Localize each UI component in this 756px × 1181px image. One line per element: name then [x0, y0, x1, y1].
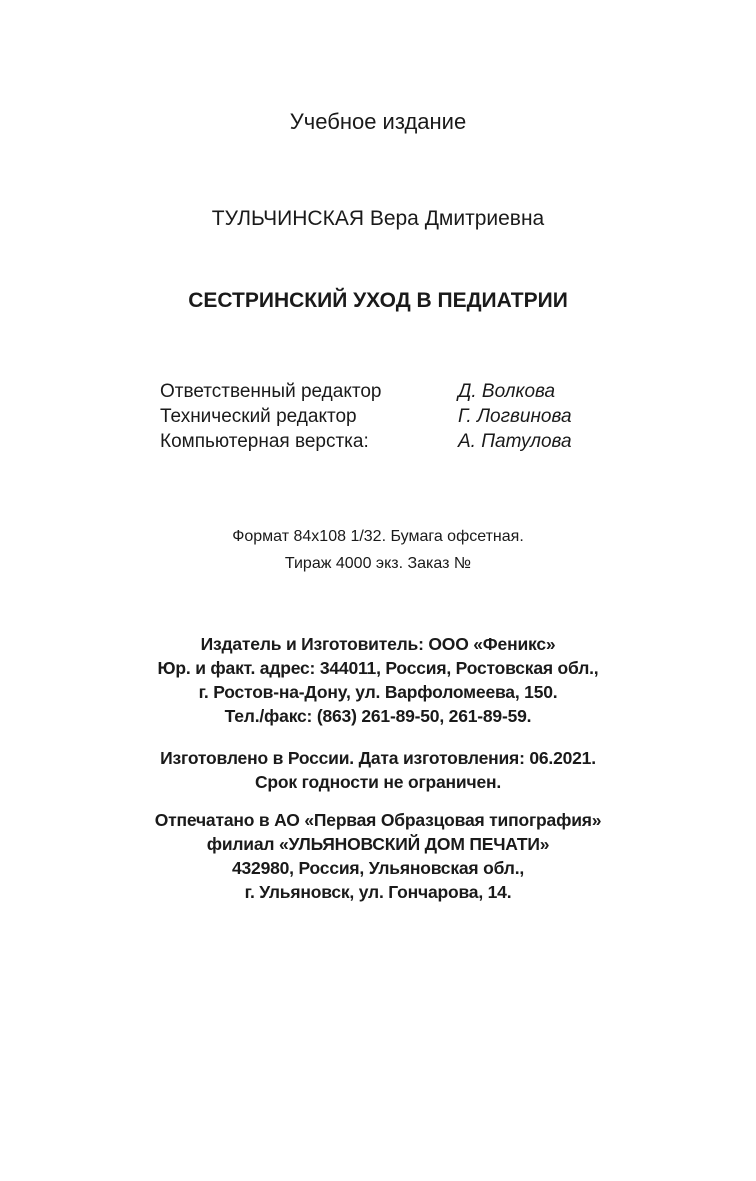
format-line: Формат 84х108 1/32. Бумага офсетная.: [232, 528, 524, 545]
manufacture-date-line: Изготовлено в России. Дата изготовления: 06.2021.: [160, 748, 596, 768]
credits-block: [160, 379, 620, 454]
printer-address-line: 432980, Россия, Ульяновская обл.,: [231, 858, 525, 878]
edition-type: Учебное издание: [289, 109, 467, 134]
credit-name: Г. Логвинова: [458, 406, 572, 427]
book-title: СЕСТРИНСКИЙ УХОД В ПЕДИАТРИИ: [188, 289, 568, 312]
publisher-phone-line: Тел./факс: (863) 261-89-50, 261-89-59.: [224, 706, 532, 726]
credit-name: Д. Волкова: [458, 381, 556, 402]
credit-row: [160, 404, 620, 429]
printer-branch-line: филиал «УЛЬЯНОВСКИЙ ДОМ ПЕЧАТИ»: [206, 834, 550, 854]
publisher-line: Издатель и Изготовитель: ООО «Феникс»: [200, 634, 556, 654]
publisher-address-line: Юр. и факт. адрес: 344011, Россия, Ростовская обл.,: [157, 658, 599, 678]
credit-role: Технический редактор: [160, 406, 357, 427]
credit-role: Ответственный редактор: [160, 381, 382, 402]
printer-street-line: г. Ульяновск, ул. Гончарова, 14.: [244, 882, 512, 902]
credit-row: [160, 429, 620, 454]
credit-row: [160, 379, 620, 404]
publisher-street-line: г. Ростов-на-Дону, ул. Варфоломеева, 150.: [198, 682, 558, 702]
printer-line: Отпечатано в АО «Первая Образцовая типография»: [154, 810, 602, 830]
shelf-life-line: Срок годности не ограничен.: [254, 772, 502, 792]
print-run-line: Тираж 4000 экз. Заказ №: [284, 555, 472, 572]
credit-name: А. Патулова: [458, 431, 572, 452]
credit-role: Компьютерная верстка:: [160, 431, 369, 452]
author-name: ТУЛЬЧИНСКАЯ Вера Дмитриевна: [211, 207, 545, 230]
